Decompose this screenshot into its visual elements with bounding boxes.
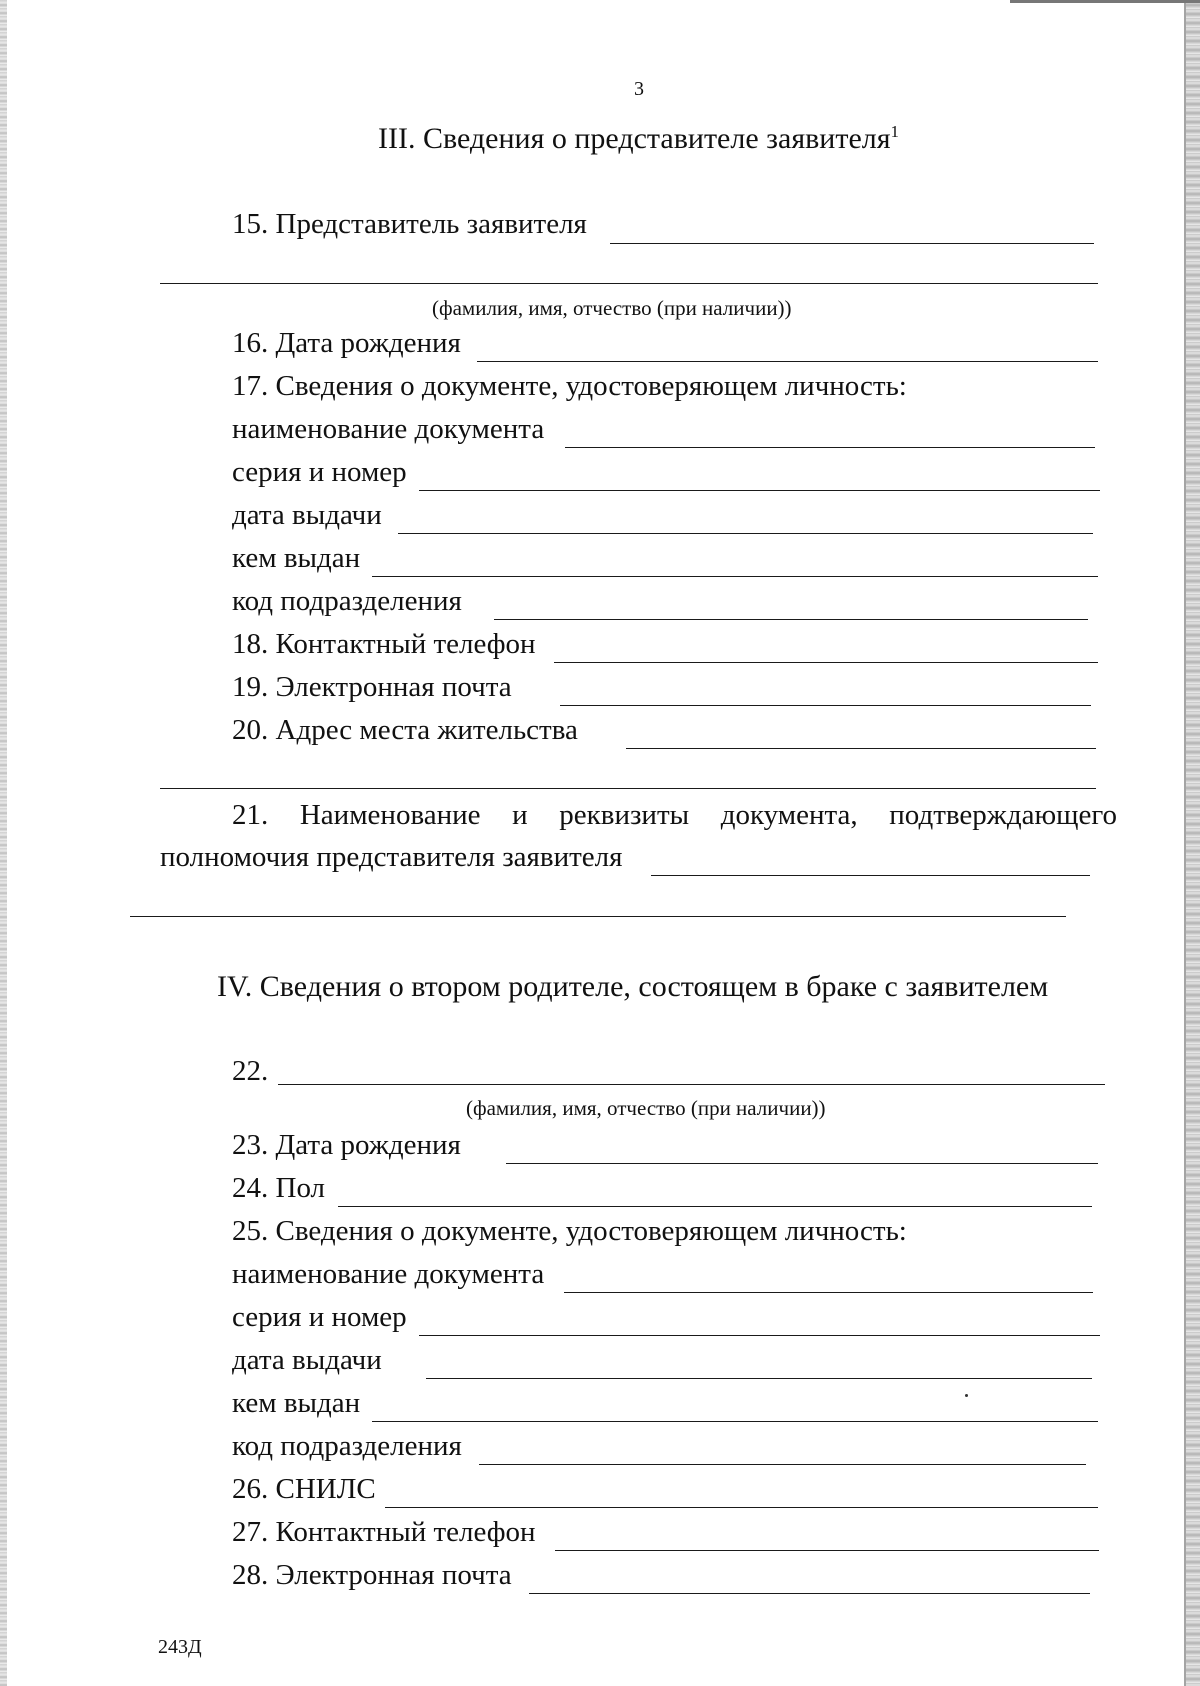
s3-doc-name-field[interactable] — [565, 447, 1095, 448]
item-22-field[interactable] — [278, 1084, 1105, 1085]
item-15-field-continued[interactable] — [160, 283, 1098, 284]
item-20-label: 20. Адрес места жительства — [232, 714, 578, 746]
item-19-label: 19. Электронная почта — [232, 671, 512, 703]
s4-issue-date-label: дата выдачи — [232, 1344, 382, 1376]
item-15-field[interactable] — [610, 243, 1094, 244]
s3-doc-name-label: наименование документа — [232, 413, 545, 445]
s3-issued-by-label: кем выдан — [232, 542, 361, 574]
item-28-label: 28. Электронная почта — [232, 1559, 512, 1591]
s4-issued-by-label: кем выдан — [232, 1387, 361, 1419]
item-17-label: 17. Сведения о документе, удостоверяющем личность: — [232, 370, 907, 402]
s3-issued-by-field[interactable] — [372, 576, 1098, 577]
scan-edge-right-line — [1184, 0, 1186, 1686]
item-22-label: 22. — [232, 1055, 269, 1087]
s4-series-number-field[interactable] — [419, 1335, 1100, 1336]
item-27-label: 27. Контактный телефон — [232, 1516, 536, 1548]
item-19-field[interactable] — [560, 705, 1091, 706]
s4-doc-name-label: наименование документа — [232, 1258, 545, 1290]
item-18-field[interactable] — [554, 662, 1098, 663]
item-25-label: 25. Сведения о документе, удостоверяющем личность: — [232, 1215, 907, 1247]
s3-issue-date-field[interactable] — [398, 533, 1093, 534]
s3-series-number-label: серия и номер — [232, 456, 407, 488]
item-26-label: 26. СНИЛС — [232, 1473, 376, 1505]
scan-speck — [965, 1394, 968, 1397]
item-20-field[interactable] — [626, 748, 1096, 749]
item-23-field[interactable] — [506, 1163, 1098, 1164]
item-18-label: 18. Контактный телефон — [232, 628, 536, 660]
s4-issue-date-field[interactable] — [426, 1378, 1092, 1379]
item-16-field[interactable] — [477, 361, 1098, 362]
item-21-label-line1: 21. Наименование и реквизиты документа, подтверждающего — [232, 799, 1117, 831]
s4-series-number-label: серия и номер — [232, 1301, 407, 1333]
s3-division-code-field[interactable] — [494, 619, 1088, 620]
s3-division-code-label: код подразделения — [232, 585, 462, 617]
item-21-label-line2: полномочия представителя заявителя — [160, 841, 623, 873]
item-27-field[interactable] — [555, 1550, 1099, 1551]
item-21-field[interactable] — [651, 875, 1090, 876]
item-24-field[interactable] — [338, 1206, 1092, 1207]
item-26-field[interactable] — [385, 1507, 1098, 1508]
item-23-label: 23. Дата рождения — [232, 1129, 461, 1161]
section-3-title: III. Сведения о представителе заявителя — [378, 122, 891, 155]
page-number: 3 — [634, 78, 644, 100]
s4-doc-name-field[interactable] — [564, 1292, 1093, 1293]
section-4-heading: IV. Сведения о втором родителе, состоящем в браке с заявителем — [217, 970, 1049, 1003]
s4-issued-by-field[interactable] — [372, 1421, 1098, 1422]
section-3-heading — [378, 122, 899, 156]
item-22-caption: (фамилия, имя, отчество (при наличии)) — [466, 1096, 826, 1120]
scan-edge-top — [1010, 0, 1200, 3]
item-15-caption: (фамилия, имя, отчество (при наличии)) — [432, 296, 792, 320]
s3-series-number-field[interactable] — [419, 490, 1100, 491]
scan-edge-right — [1186, 0, 1200, 1686]
s4-division-code-label: код подразделения — [232, 1430, 462, 1462]
s3-issue-date-label: дата выдачи — [232, 499, 382, 531]
item-21-field-continued[interactable] — [130, 916, 1066, 917]
footer-code: 243Д — [158, 1636, 202, 1658]
item-24-label: 24. Пол — [232, 1172, 326, 1204]
item-16-label: 16. Дата рождения — [232, 327, 461, 359]
s4-division-code-field[interactable] — [479, 1464, 1086, 1465]
footnote-mark: 1 — [890, 122, 900, 141]
item-20-field-continued[interactable] — [160, 788, 1096, 789]
scan-edge-left — [0, 0, 7, 1686]
item-15-label: 15. Представитель заявителя — [232, 208, 587, 240]
item-28-field[interactable] — [529, 1593, 1090, 1594]
